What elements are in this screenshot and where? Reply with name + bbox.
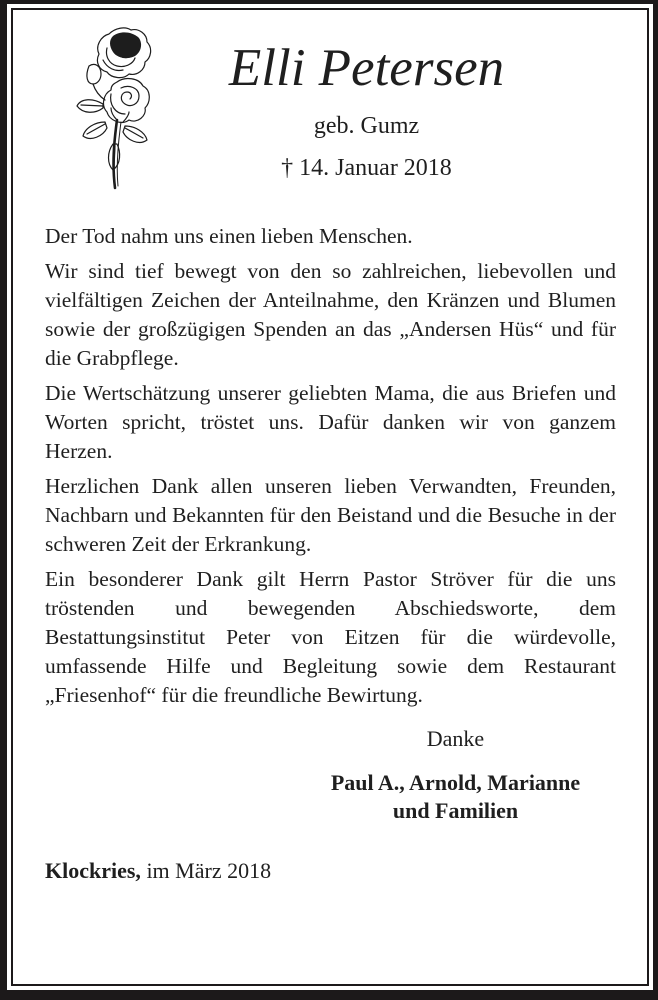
paragraph-thanks-relatives: Herzlichen Dank allen unseren lieben Verwandten, Freunden, Nachbarn und Bekannten für den Beistand und die Besuche in der schweren Zeit der Erkrankung.: [45, 474, 616, 556]
signatories-line2: und Familien: [392, 798, 519, 823]
place-date-line: [45, 857, 616, 885]
signatories-line1: Paul A., Arnold, Marianne: [330, 770, 581, 795]
signatories: [295, 769, 616, 825]
notice-body: [45, 222, 616, 710]
death-date: † 14. Januar 2018: [281, 155, 452, 181]
paragraph-thanks-donations: Wir sind tief bewegt von den so zahlreichen, liebevollen und vielfältigen Zeichen der Anteilnahme, den Kränzen und Blumen sowie der großzügigen Spenden an das „Andersen Hüs“ und für die Grabpflege.: [45, 259, 616, 370]
paragraph-letters: Die Wertschätzung unserer geliebten Mama, die aus Briefen und Worten spricht, tröstet uns. Dafür danken wir von ganzem Herzen.: [45, 381, 616, 463]
closing-block: [295, 724, 616, 825]
notice-date: im März 2018: [146, 858, 272, 883]
maiden-name: geb. Gumz: [313, 113, 420, 139]
paragraph-intro: Der Tod nahm uns einen lieben Menschen.: [45, 224, 413, 248]
place-name: Klockries,: [45, 858, 141, 883]
thanks-word: Danke: [426, 726, 485, 751]
obituary-card: [11, 8, 649, 986]
paragraph-special-thanks: Ein besonderer Dank gilt Herrn Pastor Ströver für die uns tröstenden und bewegenden Abschiedsworte, dem Bestattungsinstitut Peter von Eitzen für die würdevolle, umfassende Hilfe und Begleitung sowie dem Restaurant „Friesenhof“ für die freundliche Bewirtung.: [45, 567, 616, 707]
deceased-name: Elli Petersen: [228, 39, 505, 97]
header: [45, 10, 616, 206]
